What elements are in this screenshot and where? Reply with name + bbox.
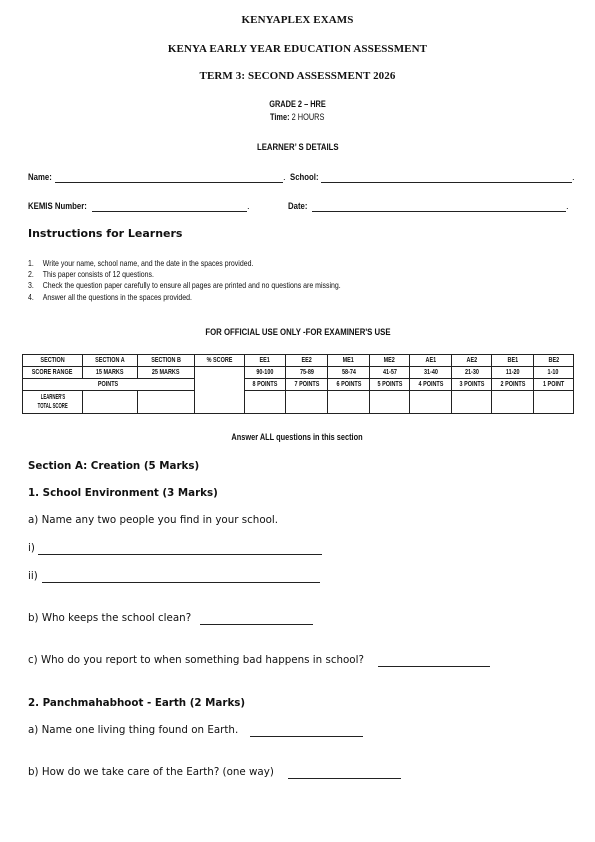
time-line: [0, 112, 595, 122]
question-1c: c) Who do you report to when something bad happens in school?: [28, 654, 364, 666]
answer-all-note: Answer ALL questions in this section: [231, 432, 364, 442]
table-cell[interactable]: [452, 391, 492, 414]
kemis-field[interactable]: [92, 211, 247, 212]
table-cell: 15 MARKS: [83, 367, 138, 379]
table-cell: 2 POINTS: [492, 379, 534, 391]
table-cell: 25 MARKS: [138, 367, 195, 379]
time-value: 2 HOURS: [291, 112, 325, 122]
answer-1a-ii-label: ii): [28, 570, 38, 582]
answer-2a-line[interactable]: [250, 736, 363, 737]
table-cell: SECTION: [23, 355, 83, 367]
table-cell: EE2: [286, 355, 328, 367]
score-table-header-row: [23, 355, 574, 367]
table-cell: 3 POINTS: [452, 379, 492, 391]
kemis-end-dot: .: [247, 201, 250, 212]
official-use-heading: FOR OFFICIAL USE ONLY -FOR EXAMINER'S USE: [204, 327, 391, 338]
question-1b: b) Who keeps the school clean?: [28, 612, 192, 624]
question-1a: a) Name any two people you find in your school.: [28, 514, 279, 526]
table-cell: 21-30: [452, 367, 492, 379]
total-score-label: LEARNER'S TOTAL SCORE: [23, 391, 83, 414]
percent-score-cell[interactable]: [195, 367, 245, 414]
learner-details-heading: [0, 142, 595, 153]
table-cell: 41-57: [370, 367, 410, 379]
grade-line: [0, 99, 595, 109]
table-cell: SECTION A: [83, 355, 138, 367]
table-cell[interactable]: [328, 391, 370, 414]
table-cell: ME2: [370, 355, 410, 367]
name-field[interactable]: [55, 182, 283, 183]
table-cell[interactable]: [492, 391, 534, 414]
instruction-item: 2. This paper consists of 12 questions.: [28, 269, 154, 280]
table-cell: AE1: [410, 355, 452, 367]
question-1-title: 1. School Environment (3 Marks): [28, 487, 218, 499]
kemis-label: KEMIS Number:: [28, 201, 87, 212]
date-field[interactable]: [312, 211, 566, 212]
table-cell: 1 POINT: [534, 379, 574, 391]
instruction-item: 1. Write your name, school name, and the date in the spaces provided.: [28, 258, 254, 268]
grade-text: GRADE 2 – HRE: [269, 99, 326, 109]
answer-1a-i-line[interactable]: [38, 554, 322, 555]
question-2b: b) How do we take care of the Earth? (one way): [28, 766, 274, 778]
total-score-row: [23, 391, 574, 414]
table-cell: 8 POINTS: [245, 379, 286, 391]
answer-2b-line[interactable]: [288, 778, 401, 779]
name-end-dot: .: [283, 172, 286, 183]
instructions-title: Instructions for Learners: [28, 227, 183, 240]
table-cell: AE2: [452, 355, 492, 367]
name-label: Name:: [28, 172, 52, 183]
table-cell: ME1: [328, 355, 370, 367]
table-cell: 4 POINTS: [410, 379, 452, 391]
school-end-dot: .: [572, 172, 575, 183]
score-table: [22, 354, 574, 414]
question-2a: a) Name one living thing found on Earth.: [28, 724, 239, 736]
answer-1b-line[interactable]: [200, 624, 313, 625]
school-field[interactable]: [321, 182, 572, 183]
table-cell[interactable]: [245, 391, 286, 414]
table-cell: EE1: [245, 355, 286, 367]
question-2-title: 2. Panchmahabhoot - Earth (2 Marks): [28, 697, 246, 709]
table-cell[interactable]: [534, 391, 574, 414]
section-a-score-cell[interactable]: [83, 391, 138, 414]
section-b-score-cell[interactable]: [138, 391, 195, 414]
answer-1a-i-label: i): [28, 542, 35, 554]
brand-title: KENYAPLEX EXAMS: [241, 14, 354, 26]
table-cell: SCORE RANGE: [23, 367, 83, 379]
table-cell: % SCORE: [195, 355, 245, 367]
time-label: Time:: [270, 112, 290, 122]
table-cell: 75-89: [286, 367, 328, 379]
section-a-heading: Section A: Creation (5 Marks): [28, 460, 200, 472]
instruction-item: 4. Answer all the questions in the spaces provided.: [28, 291, 192, 302]
table-cell: 31-40: [410, 367, 452, 379]
table-cell: POINTS: [23, 379, 195, 391]
table-cell: 5 POINTS: [370, 379, 410, 391]
score-range-row: [23, 367, 574, 379]
date-label: Date:: [288, 201, 308, 212]
table-cell: SECTION B: [138, 355, 195, 367]
instructions-list: [28, 258, 409, 303]
date-end-dot: .: [566, 201, 569, 212]
table-cell: BE2: [534, 355, 574, 367]
table-cell[interactable]: [370, 391, 410, 414]
table-cell: 1-10: [534, 367, 574, 379]
table-cell: 6 POINTS: [328, 379, 370, 391]
points-row: [23, 379, 574, 391]
answer-1a-ii-line[interactable]: [42, 582, 320, 583]
learner-details-text: LEARNER’ S DETAILS: [256, 142, 339, 153]
answer-1c-line[interactable]: [378, 666, 490, 667]
school-label: School:: [290, 172, 319, 183]
instruction-item: 3. Check the question paper carefully to ensure all pages are printed and no questions are missing.: [28, 280, 341, 291]
table-cell: 90-100: [245, 367, 286, 379]
table-cell: 7 POINTS: [286, 379, 328, 391]
assessment-title: KENYA EARLY YEAR EDUCATION ASSESSMENT: [167, 43, 428, 55]
table-cell[interactable]: [410, 391, 452, 414]
term-title: TERM 3: SECOND ASSESSMENT 2026: [199, 70, 396, 82]
table-cell: 11-20: [492, 367, 534, 379]
table-cell: 58-74: [328, 367, 370, 379]
table-cell[interactable]: [286, 391, 328, 414]
table-cell: BE1: [492, 355, 534, 367]
